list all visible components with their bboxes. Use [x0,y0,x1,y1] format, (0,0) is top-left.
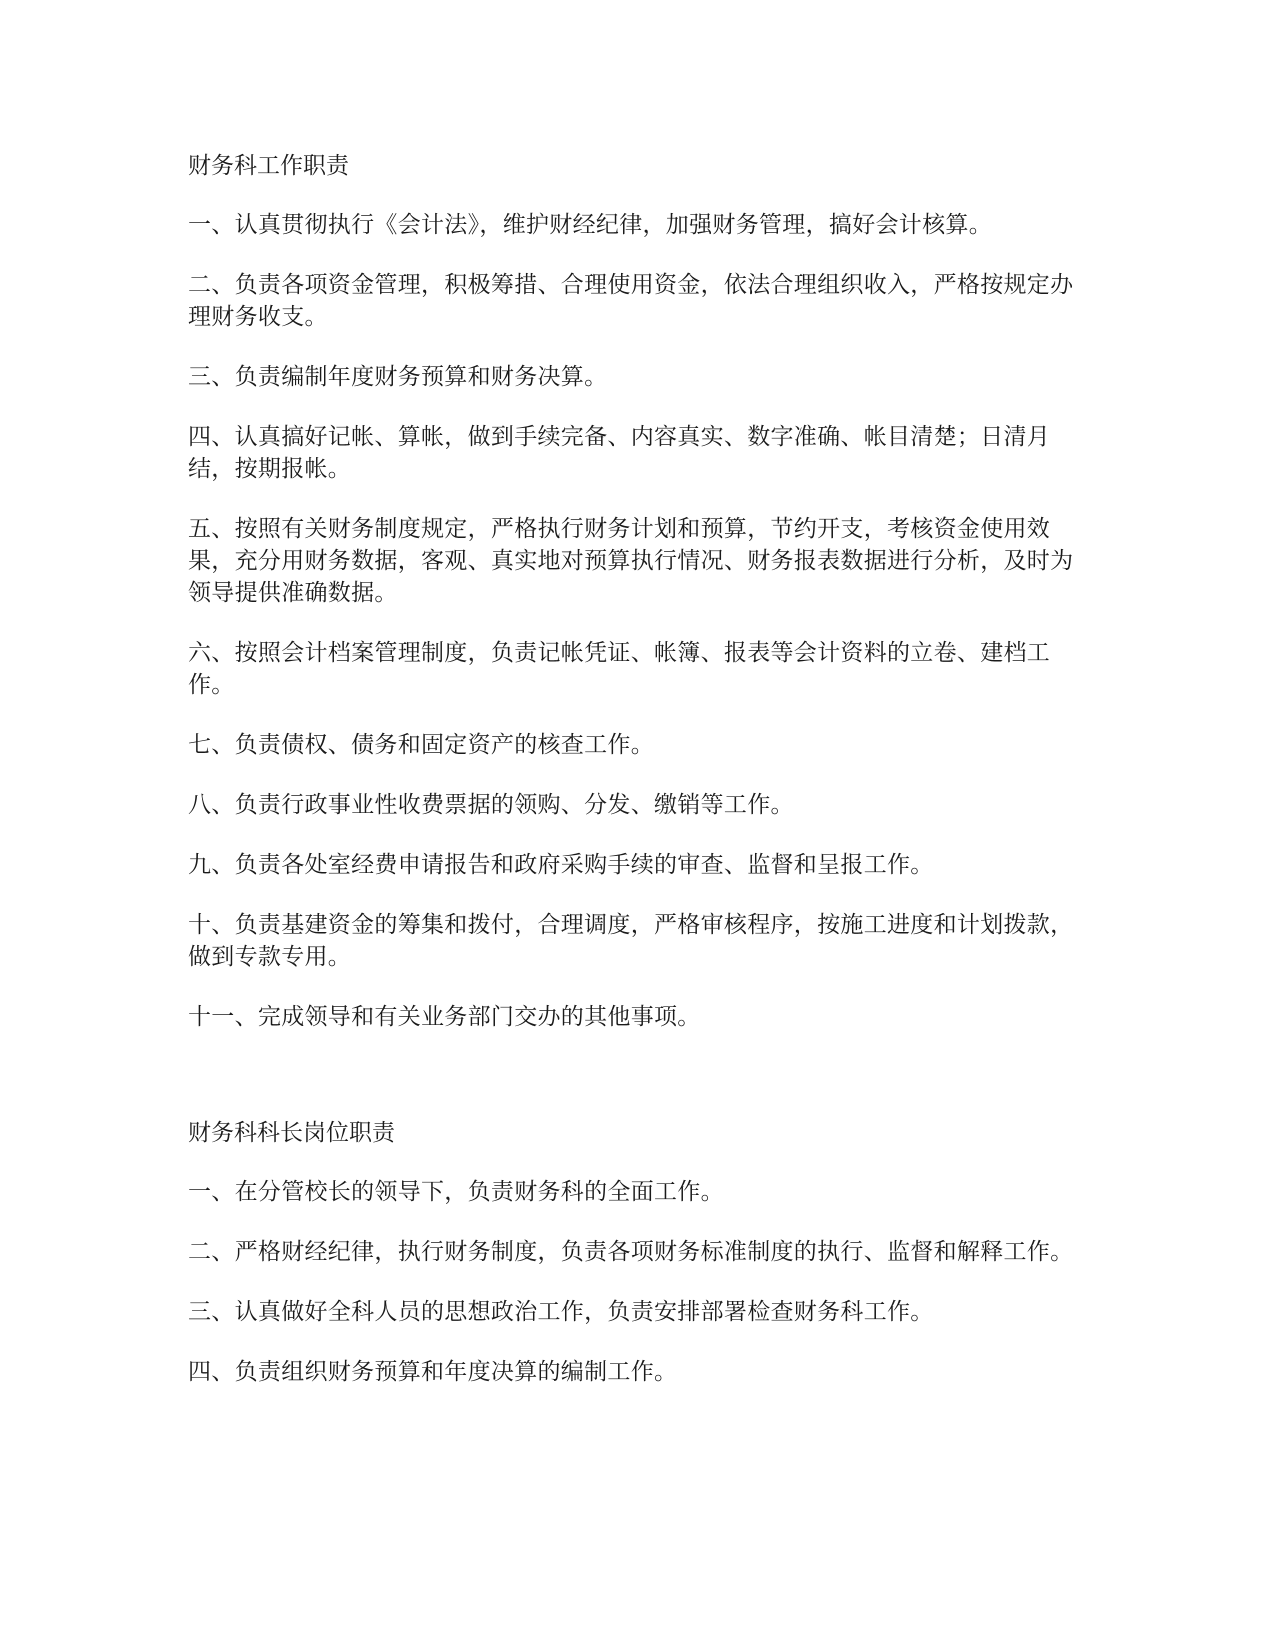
duty-item-2: 二、负责各项资金管理，积极筹措、合理使用资金，依法合理组织收入，严格按规定办理财务收支。 [188,272,1074,330]
section-spacer [188,1061,1088,1117]
section-section-chief-duties [188,1117,1088,1388]
duty-item-11: 十一、完成领导和有关业务部门交办的其他事项。 [188,1004,701,1030]
duty-item-5: 五、按照有关财务制度规定，严格执行财务计划和预算，节约开支，考核资金使用效果，充分用财务数据，客观、真实地对预算执行情况、财务报表数据进行分析，及时为领导提供准确数据。 [188,516,1074,606]
duty-item-2: 二、严格财经纪律，执行财务制度，负责各项财务标准制度的执行、监督和解释工作。 [188,1239,1074,1265]
duty-item-6: 六、按照会计档案管理制度，负责记帐凭证、帐簿、报表等会计资料的立卷、建档工作。 [188,640,1051,698]
section-title: 财务科工作职责 [188,153,349,179]
duty-item-1: 一、认真贯彻执行《会计法》，维护财经纪律，加强财务管理，搞好会计核算。 [188,212,992,238]
section-title: 财务科科长岗位职责 [188,1120,395,1146]
duty-item-3: 三、认真做好全科人员的思想政治工作，负责安排部署检查财务科工作。 [188,1299,934,1325]
duty-item-3: 三、负责编制年度财务预算和财务决算。 [188,364,608,390]
duty-item-7: 七、负责债权、债务和固定资产的核查工作。 [188,732,654,758]
duty-item-4: 四、认真搞好记帐、算帐，做到手续完备、内容真实、数字准确、帐目清楚；日清月结，按期报帐。 [188,424,1051,482]
duty-item-9: 九、负责各处室经费申请报告和政府采购手续的审查、监督和呈报工作。 [188,852,934,878]
duty-item-1: 一、在分管校长的领导下，负责财务科的全面工作。 [188,1179,724,1205]
section-finance-dept-duties [188,150,1088,1033]
duty-item-10: 十、负责基建资金的筹集和拨付，合理调度，严格审核程序，按施工进度和计划拨款，做到专款专用。 [188,912,1074,970]
document-page [188,150,1088,1416]
duty-item-8: 八、负责行政事业性收费票据的领购、分发、缴销等工作。 [188,792,794,818]
duty-item-4: 四、负责组织财务预算和年度决算的编制工作。 [188,1359,678,1385]
